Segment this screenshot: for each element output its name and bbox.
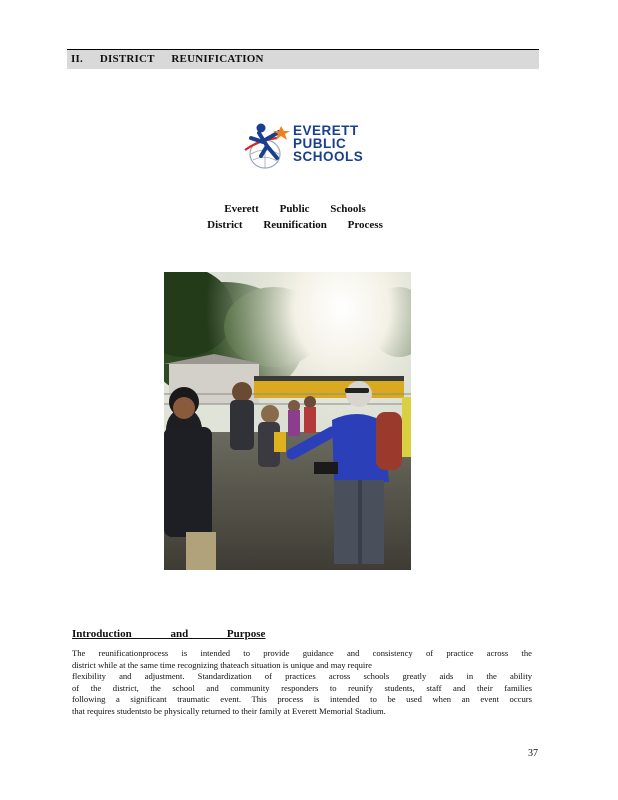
- intro-line: following a significant traumatic event. This process is intended to be used when an event occurs: [72, 694, 532, 705]
- intro-line: of the district, the school and community responders to reunify students, staff and their families: [72, 682, 532, 693]
- section-title: DISTRICT REUNIFICATION: [99, 53, 264, 65]
- intro-line: flexibility and adjustment. Standardization of practices across schools greatly aids in the ability: [72, 671, 532, 682]
- logo-line-schools: SCHOOLS: [293, 149, 364, 164]
- page-number: 37: [528, 748, 538, 759]
- document-title-line-1: Everett Public Schools: [224, 203, 366, 215]
- reunification-photo: [164, 272, 411, 570]
- logo-line-everett: EVERETT: [293, 123, 359, 138]
- intro-line: district while at the same time recognizing thateach situation is unique and may require: [72, 659, 372, 670]
- section-number: II.: [71, 53, 83, 65]
- document-title-line-2: District Reunification Process: [207, 219, 383, 231]
- runner-globe-icon: [241, 120, 295, 172]
- logo-wordmark: [293, 124, 363, 163]
- logo-line-public: PUBLIC: [293, 136, 347, 151]
- intro-paragraph: [72, 648, 532, 718]
- intro-line: The reunificationprocess is intended to provide guidance and consistency of practice across the: [72, 648, 532, 658]
- intro-heading: Introduction and Purpose: [72, 628, 266, 640]
- district-logo: [241, 120, 373, 172]
- photo-illustration: [164, 272, 411, 570]
- section-heading-bar: [67, 49, 539, 69]
- intro-line: that requires studentsto be physically returned to their family at Everett Memorial Stadium.: [72, 705, 386, 716]
